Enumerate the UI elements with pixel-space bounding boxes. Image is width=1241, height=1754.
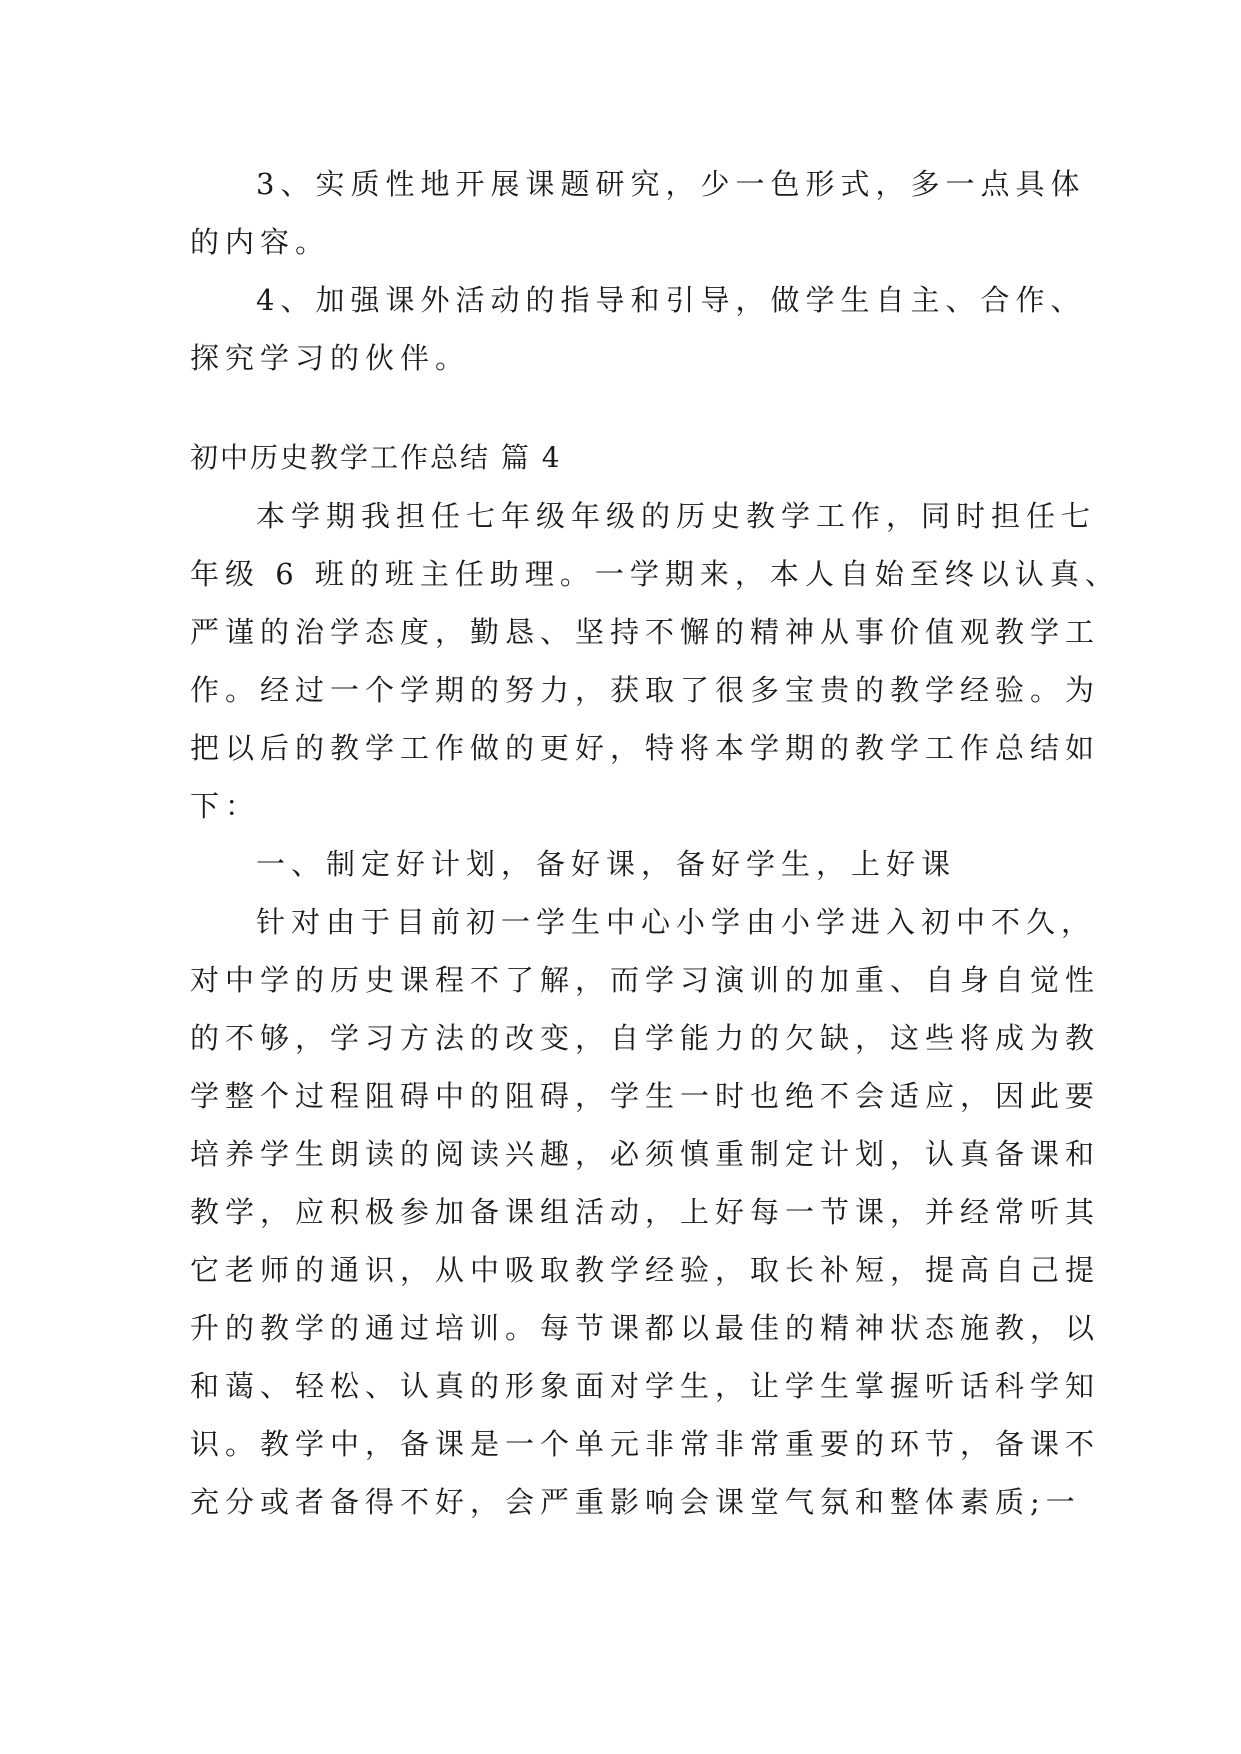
section-spacer bbox=[190, 387, 1070, 429]
intro-line-1: 本学期我担任七年级年级的历史教学工作，同时担任七 bbox=[256, 499, 1097, 533]
section-heading: 初中历史教学工作总结 篇 4 bbox=[190, 441, 562, 474]
intro-line-5: 把以后的教学工作做的更好，特将本学期的教学工作总结如 bbox=[190, 731, 1101, 765]
body-line-4: 学整个过程阻碍中的阻碍，学生一时也绝不会适应，因此要 bbox=[190, 1079, 1101, 1113]
body-line-10: 识。教学中，备课是一个单元非常非常重要的环节，备课不 bbox=[190, 1427, 1101, 1461]
paragraph-4-line-2: 探究学习的伙伴。 bbox=[190, 341, 471, 375]
paragraph-4-line-1: 4、加强课外活动的指导和引导，做学生自主、合作、 bbox=[256, 283, 1086, 317]
document-body bbox=[190, 155, 1120, 1531]
paragraph-3-line-2: 的内容。 bbox=[190, 225, 331, 259]
paragraph-3-line-1: 3、实质性地开展课题研究，少一色形式，多一点具体 bbox=[256, 167, 1086, 201]
body-line-11: 充分或者备得不好，会严重影响会课堂气氛和整体素质;一 bbox=[190, 1485, 1081, 1519]
body-line-8: 升的教学的通过培训。每节课都以最佳的精神状态施教，以 bbox=[190, 1311, 1101, 1345]
intro-line-4: 作。经过一个学期的努力，获取了很多宝贵的教学经验。为 bbox=[190, 673, 1101, 707]
body-line-6: 教学，应积极参加备课组活动，上好每一节课，并经常听其 bbox=[190, 1195, 1101, 1229]
body-line-3: 的不够，学习方法的改变，自学能力的欠缺，这些将成为教 bbox=[190, 1021, 1101, 1055]
body-line-1: 针对由于目前初一学生中心小学由小学进入初中不久， bbox=[256, 905, 1097, 939]
intro-line-6: 下： bbox=[190, 789, 261, 823]
subheading-1: 一、制定好计划，备好课，备好学生，上好课 bbox=[256, 847, 957, 881]
intro-line-2: 年级 6 班的班主任助理。一学期来，本人自始至终以认真、 bbox=[190, 557, 1120, 591]
body-line-5: 培养学生朗读的阅读兴趣，必须慎重制定计划，认真备课和 bbox=[190, 1137, 1101, 1171]
intro-line-3: 严谨的治学态度，勤恳、坚持不懈的精神从事价值观教学工 bbox=[190, 615, 1101, 649]
body-line-9: 和蔼、轻松、认真的形象面对学生，让学生掌握听话科学知 bbox=[190, 1369, 1101, 1403]
body-line-7: 它老师的通识，从中吸取教学经验，取长补短，提高自己提 bbox=[190, 1253, 1101, 1287]
body-line-2: 对中学的历史课程不了解，而学习演训的加重、自身自觉性 bbox=[190, 963, 1101, 997]
